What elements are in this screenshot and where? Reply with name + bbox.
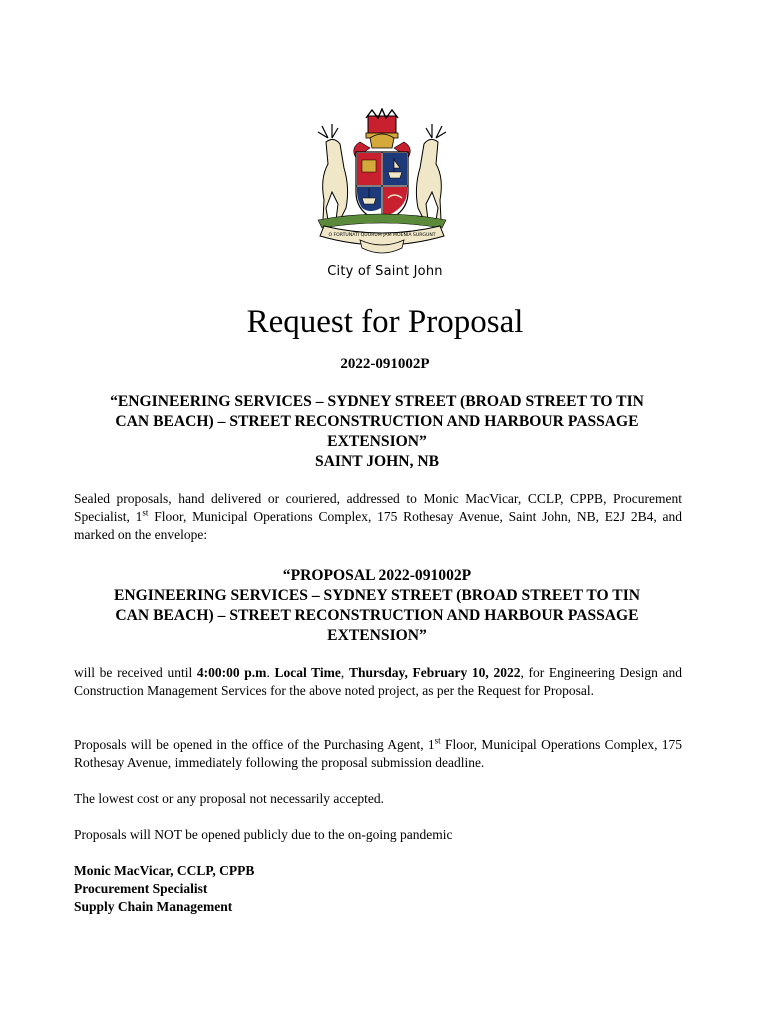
envelope-line: EXTENSION”: [327, 627, 427, 644]
project-location: SAINT JOHN, NB: [314, 453, 440, 470]
envelope-line: ENGINEERING SERVICES – SYDNEY STREET (BROAD STREET TO TIN: [113, 587, 641, 604]
project-title-line: CAN BEACH) – STREET RECONSTRUCTION AND HARBOUR PASSAGE: [115, 413, 639, 430]
crest-motto-text: O FORTUNATI QUORUM JAM MOENIA SURGUNT: [328, 233, 436, 238]
right-deer-icon: [416, 124, 446, 220]
opening-paragraph: Proposals will be opened in the office of the Purchasing Agent, 1st Floor, Municipal Operations Complex, 175 Rothesay Avenue, immediately following the proposal submission deadline.: [74, 735, 683, 770]
proposal-number: 2022-091002P: [340, 356, 430, 372]
envelope-line: CAN BEACH) – STREET RECONSTRUCTION AND HARBOUR PASSAGE: [115, 607, 639, 624]
organization-name: City of Saint John: [327, 264, 443, 279]
pandemic-note: Proposals will NOT be opened publicly due to the on-going pandemic: [74, 827, 453, 842]
deadline-zone: Local Time: [274, 665, 341, 680]
signatory-title: Procurement Specialist: [74, 881, 208, 896]
project-title-line: “ENGINEERING SERVICES – SYDNEY STREET (BROAD STREET TO TIN: [110, 393, 644, 410]
project-title-line: EXTENSION”: [327, 433, 427, 450]
signatory-department: Supply Chain Management: [74, 899, 233, 914]
deadline-paragraph: will be received until 4:00:00 p.m. Local Time, Thursday, February 10, 2022, for Engineering Design and Construction Management Services for the above noted project, as per the Request for Proposal.: [74, 665, 682, 698]
signature-block: [74, 862, 474, 916]
page-title: Request for Proposal: [246, 304, 524, 340]
shield-icon: [356, 152, 408, 222]
lowest-cost-paragraph: The lowest cost or any proposal not necessarily accepted.: [74, 791, 385, 806]
left-deer-icon: [318, 124, 348, 220]
city-crest-logo: [310, 108, 454, 260]
deadline-date: Thursday, February 10, 2022: [348, 665, 521, 680]
signatory-name: Monic MacVicar, CCLP, CPPB: [74, 863, 255, 878]
submission-paragraph: Sealed proposals, hand delivered or couriered, addressed to Monic MacVicar, CCLP, CPPB, Procurement Specialist, 1st Floor, Municipal Operations Complex, 175 Rothesay Avenue, Saint John, NB, E2J 2B4, and marked on the envelope:: [74, 491, 682, 542]
envelope-line: “PROPOSAL 2022-091002P: [282, 567, 472, 584]
project-title: [72, 392, 682, 472]
envelope-marking: [72, 566, 682, 646]
deadline-time: 4:00:00 p.m: [196, 665, 267, 680]
